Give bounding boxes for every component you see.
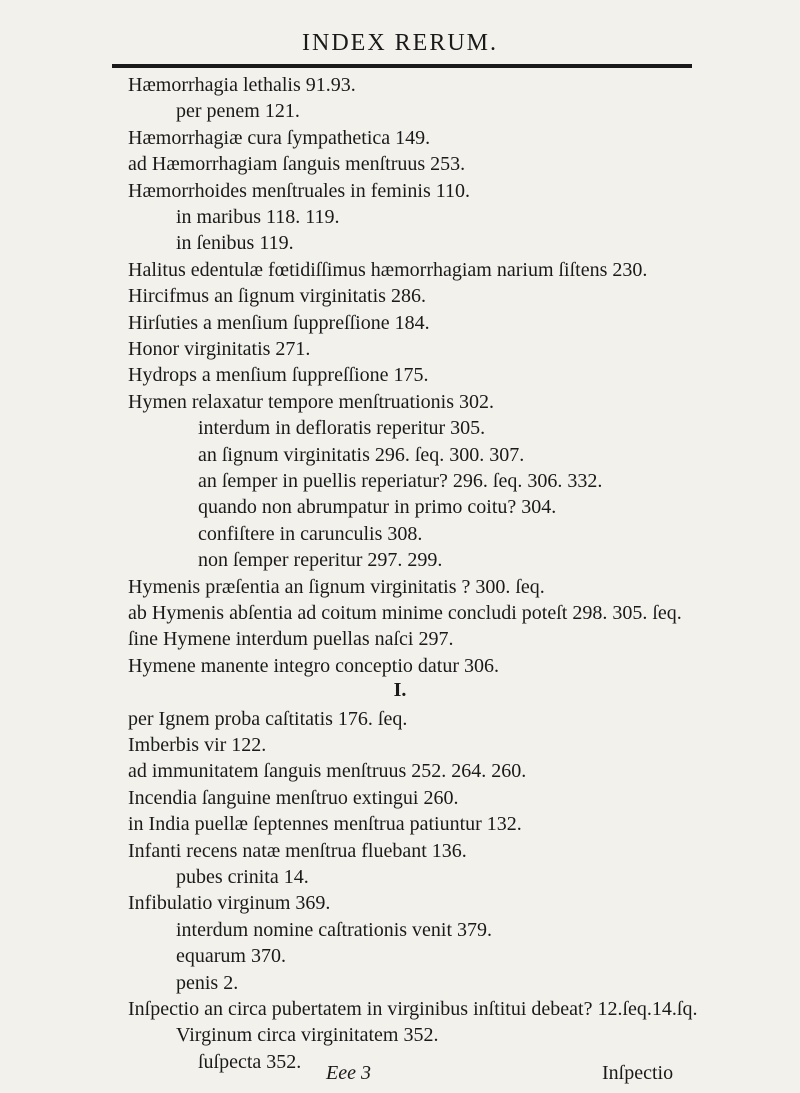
index-entry: in India puellæ ſeptennes menſtrua patiuntur 132. (128, 813, 522, 836)
index-entry: pubes crinita 14. (176, 866, 309, 888)
index-entry: ad Hæmorrhagiam ſanguis menſtruus 253. (128, 153, 466, 176)
section-letter: I. (393, 679, 407, 702)
index-entry: in maribus 118. 119. (176, 206, 340, 228)
index-entry: Halitus edentulæ fœtidiſſimus hæmorrhagiam narium ſiſtens 230. (128, 258, 648, 281)
index-entry: Hymene manente integro conceptio datur 306. (128, 654, 499, 677)
header-rule (112, 64, 692, 68)
index-entry: ad immunitatem ſanguis menſtruus 252. 264. 260. (128, 760, 527, 783)
index-entry: ab Hymenis abſentia ad coitum minime concludi poteſt 298. 305. ſeq. (128, 602, 682, 624)
index-entry: in ſenibus 119. (176, 232, 294, 255)
index-entry: Incendia ſanguine menſtruo extingui 260. (128, 786, 459, 809)
index-entry: interdum in defloratis reperitur 305. (198, 417, 486, 440)
index-entry: penis 2. (176, 971, 239, 994)
index-entry: an ſignum virginitatis 296. ſeq. 300. 307. (198, 443, 525, 466)
index-entry: Honor virginitatis 271. (128, 338, 311, 360)
index-entry: equarum 370. (176, 945, 286, 968)
index-entry: non ſemper reperitur 297. 299. (198, 549, 443, 572)
index-entry: ſine Hymene interdum puellas naſci 297. (128, 628, 454, 651)
index-entry: Imberbis vir 122. (128, 734, 267, 756)
signature-mark: Eee 3 (326, 1062, 371, 1084)
index-entry: Hymenis præſentia an ſignum virginitatis ? 300. ſeq. (128, 575, 545, 598)
page-header: INDEX RERUM. (302, 30, 498, 56)
index-entry: interdum nomine caſtrationis venit 379. (176, 918, 493, 941)
index-entry: Hydrops a menſium ſuppreſſione 175. (128, 364, 429, 387)
index-entry: Hæmorrhoides menſtruales in feminis 110. (128, 179, 470, 202)
index-entry: an ſemper in puellis reperiatur? 296. ſeq. 306. 332. (198, 470, 603, 492)
index-entry: ſuſpecta 352. (198, 1050, 302, 1073)
index-entry: quando non abrumpatur in primo coitu? 304. (198, 496, 557, 519)
index-entry: Hymen relaxatur tempore menſtruationis 302. (128, 390, 495, 413)
index-entry: Infanti recens natæ menſtrua fluebant 136. (128, 839, 467, 862)
index-entry: per Ignem proba caſtitatis 176. ſeq. (128, 707, 408, 730)
index-entry: Hircifmus an ſignum virginitatis 286. (128, 285, 426, 308)
index-entry: Hirſuties a menſium ſuppreſſione 184. (128, 311, 430, 334)
index-entry: Virginum circa virginitatem 352. (176, 1024, 439, 1047)
index-entry: confiſtere in carunculis 308. (198, 522, 423, 545)
index-entry: Hæmorrhagia lethalis 91.93. (128, 74, 356, 96)
index-entry: Hæmorrhagiæ cura ſympathetica 149. (128, 126, 431, 149)
index-entry: per penem 121. (176, 100, 300, 123)
index-entry: Inſpectio an circa pubertatem in virginibus inſtitui debeat? 12.ſeq.14.ſq. (128, 998, 698, 1020)
index-entry: Infibulatio virginum 369. (128, 892, 331, 915)
catchword: Inſpectio (602, 1062, 674, 1084)
